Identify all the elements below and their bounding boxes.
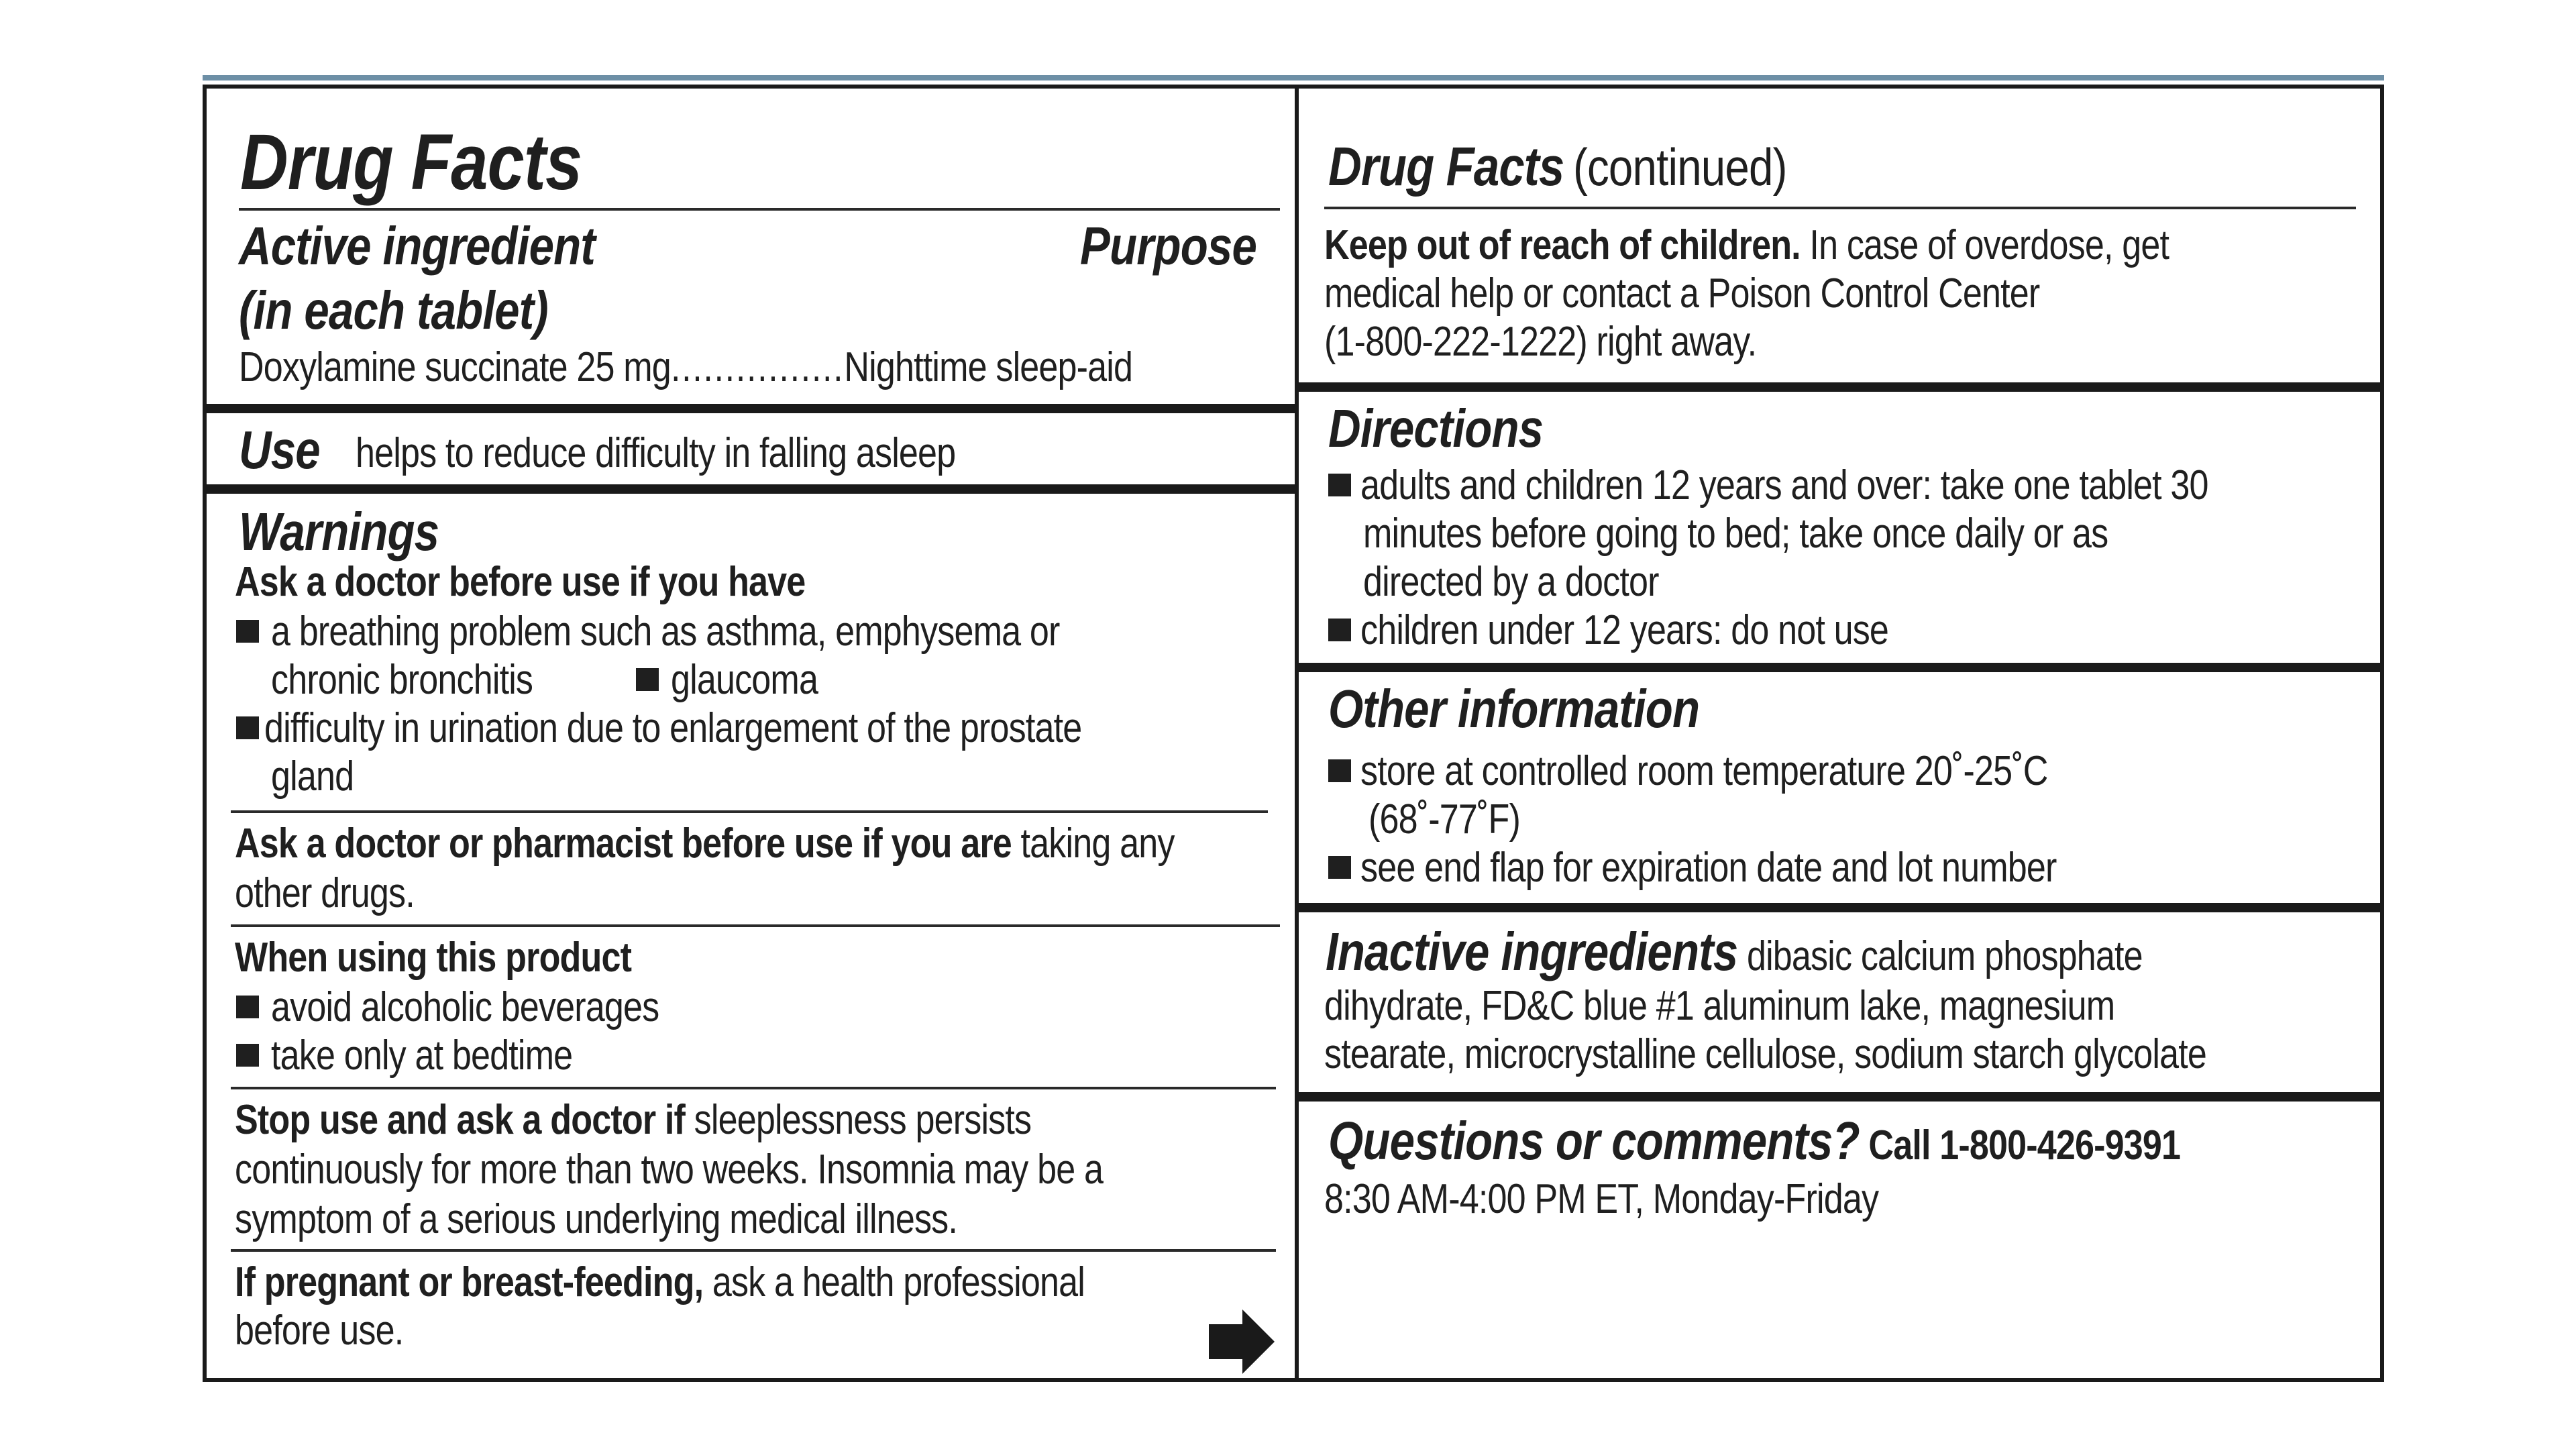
title-divider (239, 208, 1280, 211)
keep-out-bold: Keep out of reach of children. (1324, 222, 1801, 268)
stop-use-text: sleeplessness persists (694, 1097, 1032, 1143)
pregnant-warning (235, 1258, 1085, 1307)
ask-doctor-item-glaucoma: glaucoma (671, 657, 818, 703)
directions-item-cont: minutes before going to bed; take once daily or as (1363, 511, 2108, 557)
questions-heading: Questions or comments? (1328, 1111, 1860, 1171)
stop-use-bold: Stop use and ask a doctor if (235, 1097, 686, 1143)
use-text: helps to reduce difficulty in falling asleep (356, 430, 956, 476)
stop-use-text-cont: continuously for more than two weeks. Insomnia may be a (235, 1146, 1104, 1193)
square-bullet-icon (236, 1044, 259, 1067)
drug-facts-continued-title (1328, 137, 1787, 197)
inactive-ingredients-cont: dihydrate, FD&C blue #1 aluminum lake, magnesium (1324, 983, 2115, 1029)
square-bullet-icon (236, 996, 259, 1018)
keep-out-text-cont: (1-800-222-1222) right away. (1324, 319, 1757, 365)
ask-doctor-item: difficulty in urination due to enlargement of the prostate (264, 705, 1082, 751)
inactive-ingredients-heading: Inactive ingredients (1326, 922, 1738, 981)
warnings-divider (231, 1249, 1276, 1252)
stop-use-warning (235, 1096, 1031, 1144)
top-accent-bar (203, 75, 2384, 80)
directions-item: adults and children 12 years and over: take one tablet 30 (1360, 462, 2208, 508)
other-information-heading: Other information (1328, 679, 1700, 739)
arrow-right-icon (1209, 1309, 1276, 1374)
continued-title-suffix: (continued) (1573, 138, 1787, 197)
keep-out-text: In case of overdose, get (1809, 222, 2169, 268)
ingredient-purpose: Nighttime sleep-aid (844, 344, 1133, 390)
active-ingredient-subheading: (in each tablet) (239, 280, 548, 340)
active-ingredient-heading: Active ingredient (239, 216, 595, 276)
when-using-item: avoid alcoholic beverages (271, 984, 659, 1030)
section-divider (207, 404, 1296, 413)
questions-line (1328, 1111, 2180, 1171)
ask-doctor-item: a breathing problem such as asthma, emphysema or (271, 608, 1060, 655)
use-heading: Use (239, 420, 320, 480)
drug-facts-left-panel (203, 85, 1300, 1382)
ingredient-row (239, 343, 1132, 392)
keep-out-warning (1324, 221, 2169, 270)
ingredient-name: Doxylamine succinate 25 mg (239, 344, 671, 390)
other-information-item: see end flap for expiration date and lot number (1360, 845, 2057, 891)
warnings-heading: Warnings (239, 502, 439, 561)
square-bullet-icon (1328, 619, 1351, 641)
other-information-item: store at controlled room temperature 20˚-25˚C (1360, 748, 2048, 794)
stop-use-text-cont: symptom of a serious underlying medical illness. (235, 1196, 957, 1242)
pregnant-text-cont: before use. (235, 1307, 404, 1354)
purpose-heading: Purpose (1080, 216, 1256, 276)
pregnant-bold: If pregnant or breast-feeding, (235, 1259, 704, 1305)
directions-heading: Directions (1328, 398, 1544, 458)
when-using-item: take only at bedtime (271, 1032, 573, 1079)
square-bullet-icon (1328, 474, 1351, 496)
directions-item: children under 12 years: do not use (1360, 607, 1889, 653)
warnings-divider (231, 924, 1280, 927)
questions-phone: Call 1-800-426-9391 (1868, 1122, 2181, 1169)
pharmacist-warning-bold: Ask a doctor or pharmacist before use if you are (235, 820, 1012, 867)
warnings-divider (231, 810, 1268, 813)
inactive-ingredients-cont: stearate, microcrystalline cellulose, sodium starch glycolate (1324, 1031, 2206, 1077)
keep-out-text-cont: medical help or contact a Poison Control Center (1324, 270, 2040, 317)
ask-doctor-item-cont: chronic bronchitis (271, 657, 533, 703)
title-divider (1324, 207, 2356, 209)
square-bullet-icon (636, 668, 659, 691)
continued-title-main: Drug Facts (1328, 136, 1564, 197)
square-bullet-icon (236, 716, 259, 739)
pharmacist-warning-cont: other drugs. (235, 870, 415, 916)
section-divider (207, 484, 1296, 494)
directions-item-cont: directed by a doctor (1363, 559, 1659, 605)
section-divider (1299, 1092, 2380, 1102)
inactive-ingredients-text: dibasic calcium phosphate (1746, 933, 2143, 979)
warnings-divider (231, 1087, 1276, 1089)
pregnant-text: ask a health professional (712, 1259, 1085, 1305)
square-bullet-icon (1328, 759, 1351, 782)
questions-hours: 8:30 AM-4:00 PM ET, Monday-Friday (1324, 1176, 1879, 1222)
ask-doctor-heading: Ask a doctor before use if you have (235, 559, 806, 605)
square-bullet-icon (1328, 856, 1351, 879)
section-divider (1299, 903, 2380, 912)
ingredient-leader-dots: ................ (670, 344, 845, 390)
pharmacist-warning (235, 820, 1175, 868)
drug-facts-right-panel (1295, 85, 2384, 1382)
when-using-heading: When using this product (235, 934, 632, 981)
square-bullet-icon (236, 620, 259, 643)
section-divider (1299, 663, 2380, 672)
section-divider (1299, 382, 2380, 392)
drug-facts-title: Drug Facts (240, 118, 582, 207)
ask-doctor-item-cont: gland (271, 753, 354, 800)
other-information-item-cont: (68˚-77˚F) (1368, 796, 1520, 843)
pharmacist-warning-text: taking any (1020, 820, 1175, 867)
inactive-ingredients (1326, 922, 2143, 982)
